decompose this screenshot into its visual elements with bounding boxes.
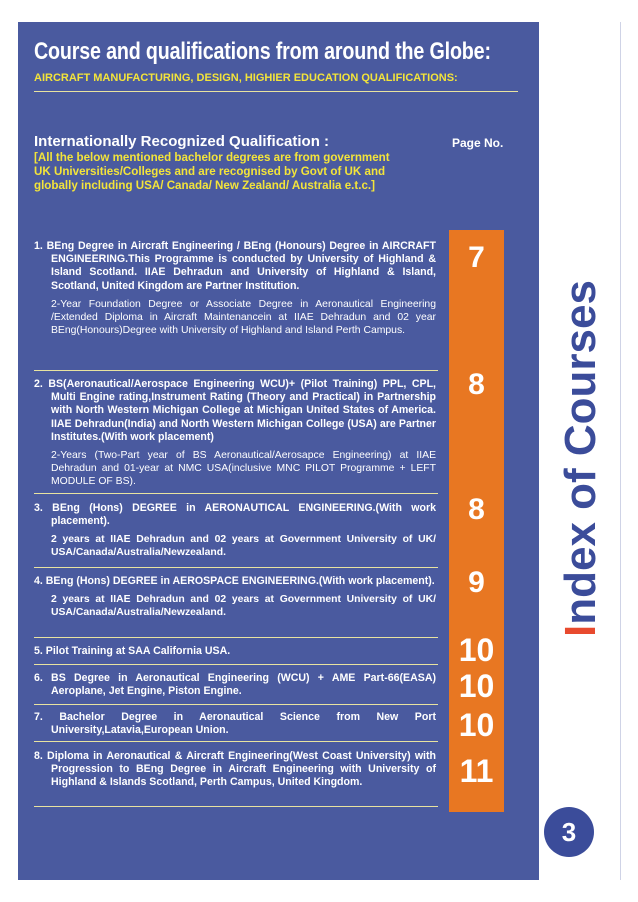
page-number: 10 — [458, 707, 495, 743]
section-note: [All the below mentioned bachelor degrees are from government UK Universities/Colleges and are recognised by Govt of UK and globally including USA/ Canada/ New Zealand/ Australia e.t.c.] — [34, 151, 390, 192]
page-number: 9 — [468, 566, 485, 599]
course-heading: 4. BEng (Hons) DEGREE in AEROSPACE ENGINEERING.(With work placement). — [34, 575, 435, 587]
course-heading: 7. Bachelor Degree in Aeronautical Science from New Port University,Latavia,European Union. — [34, 711, 436, 737]
page-number: 8 — [468, 493, 485, 526]
course-heading: 8. Diploma in Aeronautical & Aircraft Engineering(West Coast University) with Progression to BEng Degree in Aircraft Engineering with University of Highland & Islands Scotland, Perth Campus, United Kingdom. — [34, 750, 436, 789]
page-number: 8 — [468, 368, 485, 401]
course-heading: 1. BEng Degree in Aircraft Engineering / BEng (Honours) Degree in AIRCRAFT ENGINEERING.This Programme is conducted by University of Highland & Island Scotland. IIAE Dehradun and University of Highland & Island, Scotland, United Kingdom are Partner Institution. — [34, 240, 436, 292]
badge-number: 3 — [561, 817, 577, 847]
page-number: 11 — [459, 753, 494, 789]
page-subtitle: AIRCRAFT MANUFACTURING, DESIGN, HIGHIER EDUCATION QUALIFICATIONS: — [34, 72, 458, 84]
page-title: Course and qualifications from around the Globe: — [34, 38, 491, 65]
section-heading: Internationally Recognized Qualification : — [34, 133, 330, 150]
divider — [34, 664, 438, 665]
divider — [34, 567, 438, 568]
index-of-courses-label — [553, 277, 605, 639]
divider — [34, 637, 438, 638]
divider — [34, 704, 438, 705]
course-detail: 2 years at IIAE Dehradun and 02 years at Government University of UK/ USA/Canada/Australia/Newzealand. — [51, 534, 436, 559]
course-heading: 6. BS Degree in Aeronautical Engineering (WCU) + AME Part-66(EASA) Aeroplane, Jet Engine, Piston Engine. — [34, 672, 436, 698]
divider — [34, 806, 438, 807]
course-item-3 — [34, 502, 436, 559]
course-item-6 — [34, 672, 436, 698]
page-no-label: Page No. — [452, 136, 504, 150]
course-heading: 2. BS(Aeronautical/Aerospace Engineering WCU)+ (Pilot Training) PPL, CPL, Multi Engine rating,Instrument Rating (Theory and Practical) in Partnership with North Western Michigan College at Michigan United States of America. IIAE Dehradun(India) and North Western Michigan College (USA) are Partner Institutes.(With work placement) — [34, 378, 436, 443]
divider — [34, 370, 438, 371]
course-detail: 2-Year Foundation Degree or Associate Degree in Aeronautical Engineering /Extended Diploma in Aircraft Maintenancein at IIAE Dehradun and 02 year BEng(Honours)Degree with University of Highland and Island Perth Campus. — [51, 298, 436, 336]
page-number-badge — [543, 806, 595, 858]
index-title-text: ndex of Courses — [556, 280, 605, 625]
svg-text:Index of Courses — [556, 280, 605, 637]
divider — [34, 493, 438, 494]
course-item-5 — [34, 645, 436, 658]
course-item-4 — [34, 575, 436, 619]
divider — [34, 91, 518, 92]
course-heading: 3. BEng (Hons) DEGREE in AERONAUTICAL ENGINEERING.(With work placement). — [34, 502, 436, 528]
course-item-2 — [34, 378, 436, 488]
index-initial-letter: I — [556, 624, 605, 637]
course-item-1 — [34, 240, 436, 337]
course-heading: 5. Pilot Training at SAA California USA. — [34, 645, 231, 657]
course-detail: 2-Years (Two-Part year of BS Aeronautical/Aerosapce Engineering) at IIAE Dehradun and 01-year at NMC USA(inclusive MNC PILOT Programme + LEFT MODULE OF BS). — [51, 450, 436, 488]
page-number: 7 — [468, 241, 485, 274]
course-item-7 — [34, 711, 436, 737]
page-number: 10 — [458, 668, 495, 704]
course-item-8 — [34, 750, 436, 790]
divider — [34, 741, 438, 742]
page-number: 10 — [458, 632, 495, 668]
course-detail: 2 years at IIAE Dehradun and 02 years at Government University of UK/ USA/Canada/Australia/Newzealand. — [51, 594, 436, 619]
